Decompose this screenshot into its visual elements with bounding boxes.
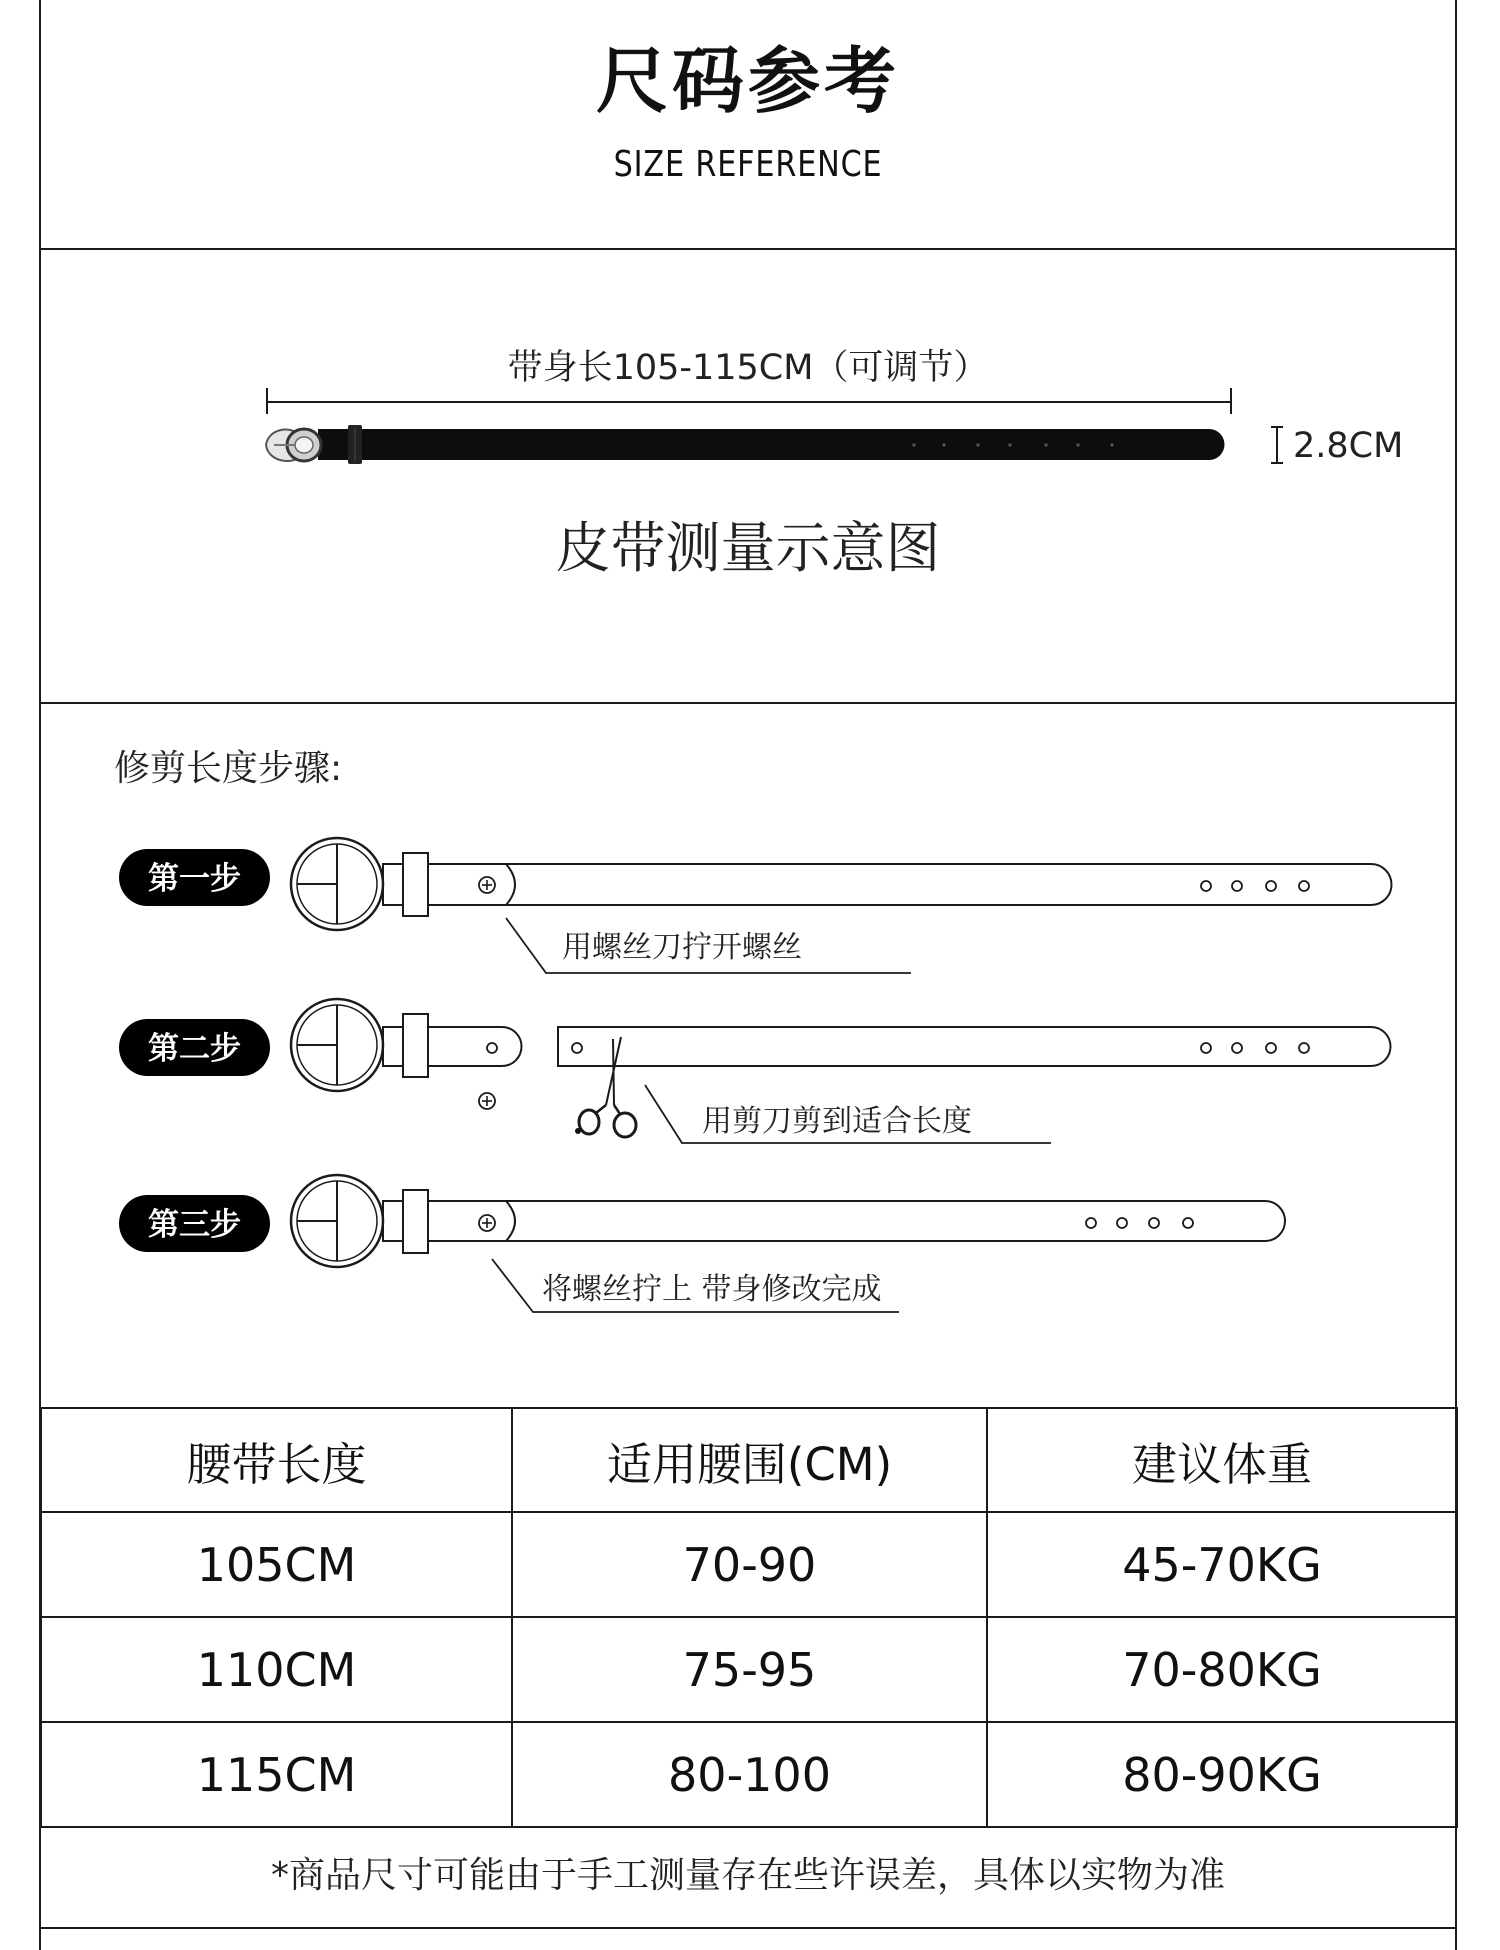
step-3-badge-label: 第三步 bbox=[148, 1207, 241, 1243]
column-header-waist: 适用腰围(CM) bbox=[512, 1408, 987, 1512]
table-header-row bbox=[41, 1408, 1457, 1512]
divider-footer bbox=[39, 1927, 1457, 1929]
belt-hole bbox=[1117, 1218, 1127, 1228]
belt-length-label: 带身长105-115CM（可调节） bbox=[507, 348, 989, 388]
belt-hole bbox=[1299, 1043, 1309, 1053]
belt-hole bbox=[1076, 443, 1079, 446]
step-2 bbox=[119, 999, 1391, 1143]
scissors-blade bbox=[613, 1039, 614, 1105]
table-row bbox=[41, 1512, 1457, 1617]
steps-heading: 修剪长度步骤: bbox=[114, 748, 343, 789]
belt-hole bbox=[1232, 1043, 1242, 1053]
cell-waist: 75-95 bbox=[512, 1617, 987, 1722]
scissors-handle bbox=[614, 1113, 636, 1137]
scissors-shank bbox=[614, 1105, 620, 1114]
screw-icon bbox=[479, 877, 495, 893]
belt-hole bbox=[1110, 443, 1113, 446]
belt-hole bbox=[1183, 1218, 1193, 1228]
screw-icon bbox=[479, 1215, 495, 1231]
width-bracket bbox=[1271, 427, 1283, 463]
belt-hole bbox=[1299, 881, 1309, 891]
buckle-icon bbox=[291, 838, 383, 930]
cell-weight: 45-70KG bbox=[987, 1512, 1457, 1617]
step-3-instruction: 将螺丝拧上 带身修改完成 bbox=[542, 1272, 882, 1307]
belt-buckle bbox=[266, 429, 321, 461]
cell-belt-length: 110CM bbox=[41, 1617, 512, 1722]
column-header-belt-length: 腰带长度 bbox=[41, 1408, 512, 1512]
keeper-loop bbox=[403, 1190, 428, 1253]
step-2-instruction: 用剪刀剪到适合长度 bbox=[702, 1104, 972, 1139]
cell-waist: 80-100 bbox=[512, 1722, 987, 1827]
belt-hole bbox=[1201, 1043, 1211, 1053]
keeper-loop bbox=[403, 1014, 428, 1077]
belt-hole bbox=[912, 443, 915, 446]
cell-belt-length: 105CM bbox=[41, 1512, 512, 1617]
table-row bbox=[41, 1617, 1457, 1722]
diagram-caption: 皮带测量示意图 bbox=[555, 516, 941, 580]
column-header-weight: 建议体重 bbox=[987, 1408, 1457, 1512]
screw-hole bbox=[572, 1043, 582, 1053]
scissors-shank bbox=[596, 1105, 606, 1113]
scissors-handle bbox=[579, 1110, 599, 1134]
length-dimension-line bbox=[267, 388, 1231, 414]
size-table bbox=[40, 1407, 1458, 1828]
step-2-callout-line bbox=[645, 1085, 1051, 1143]
belt-hole bbox=[1008, 443, 1011, 446]
belt-measurement-diagram bbox=[0, 249, 1500, 703]
step-2-badge-label: 第二步 bbox=[148, 1031, 241, 1067]
cell-weight: 80-90KG bbox=[987, 1722, 1457, 1827]
belt-hole bbox=[1086, 1218, 1096, 1228]
page-subtitle bbox=[40, 143, 1456, 187]
belt-hole bbox=[1266, 1043, 1276, 1053]
step-1-badge-label: 第一步 bbox=[148, 861, 241, 897]
belt-hole bbox=[1232, 881, 1242, 891]
buckle-icon bbox=[291, 1175, 383, 1267]
cell-weight: 70-80KG bbox=[987, 1617, 1457, 1722]
belt-body bbox=[318, 429, 1225, 460]
page-title: 尺码参考 bbox=[595, 39, 900, 123]
step-3-callout-line bbox=[492, 1259, 899, 1312]
screw-icon bbox=[479, 1093, 495, 1109]
buckle-icon bbox=[291, 999, 383, 1091]
belt-hole bbox=[942, 443, 945, 446]
keeper-loop bbox=[403, 853, 428, 916]
cell-belt-length: 115CM bbox=[41, 1722, 512, 1827]
step-1 bbox=[119, 838, 1391, 973]
trimming-steps-illustration bbox=[0, 703, 1500, 1407]
belt-hole bbox=[976, 443, 979, 446]
footer-disclaimer: *商品尺寸可能由于手工测量存在些许误差，具体以实物为准 bbox=[270, 1855, 1225, 1896]
screw-hole bbox=[487, 1043, 497, 1053]
page-subtitle-text: SIZE REFERENCE bbox=[613, 144, 883, 185]
table-row bbox=[41, 1722, 1457, 1827]
cell-waist: 70-90 bbox=[512, 1512, 987, 1617]
scissors-dot bbox=[575, 1128, 581, 1134]
belt-hole bbox=[1266, 881, 1276, 891]
buckle-center bbox=[295, 437, 313, 453]
belt-width-label: 2.8CM bbox=[1293, 426, 1404, 466]
step-3 bbox=[119, 1175, 1285, 1312]
step-1-callout-line bbox=[506, 918, 911, 973]
step-1-instruction: 用螺丝刀拧开螺丝 bbox=[562, 930, 802, 965]
belt-hole bbox=[1149, 1218, 1159, 1228]
belt-hole bbox=[1201, 881, 1211, 891]
belt-hole bbox=[1044, 443, 1047, 446]
